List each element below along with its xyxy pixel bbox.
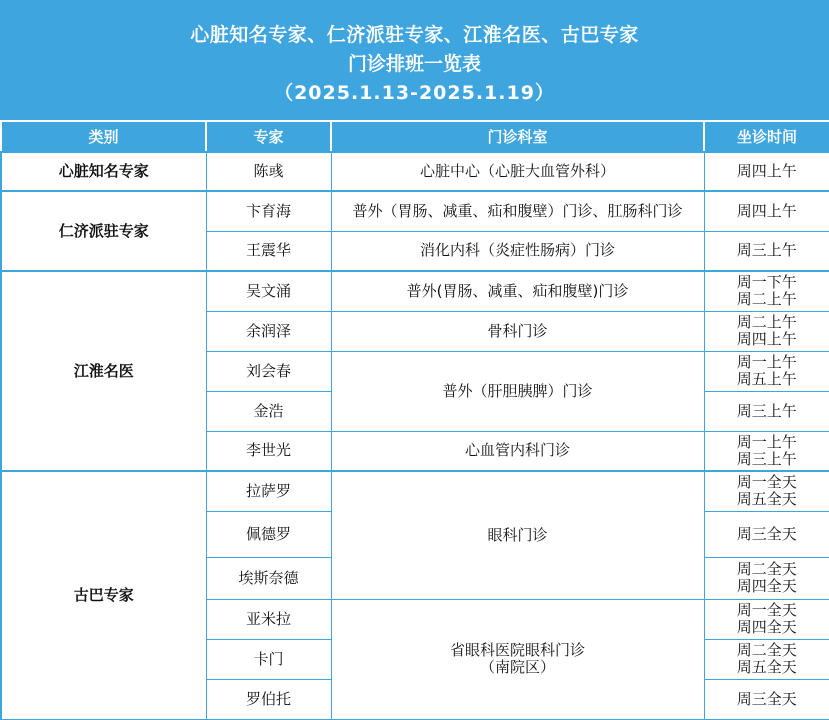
time-line: 周三全天: [705, 526, 829, 543]
title-line-1: 心脏知名专家、仁济派驻专家、江淮名医、古巴专家: [0, 20, 829, 47]
time-line: 周四上午: [705, 203, 829, 220]
time-cell: [704, 471, 829, 511]
schedule-table: [0, 120, 829, 720]
time-line: 周二全天: [705, 561, 829, 578]
time-line: 周二全天: [705, 642, 829, 659]
expert-cell: 刘会春: [206, 351, 331, 391]
expert-cell: 李世光: [206, 431, 331, 471]
time-line: 周四全天: [705, 578, 829, 595]
time-line: 周五上午: [705, 371, 829, 388]
clinic-line: 省眼科医院眼科门诊: [332, 642, 704, 659]
clinic-cell: 普外（肝胆胰脾）门诊: [331, 351, 704, 431]
expert-cell: 埃斯奈德: [206, 557, 331, 599]
category-cell: 心脏知名专家: [1, 152, 206, 191]
time-cell: [704, 271, 829, 311]
table-header-row: [1, 121, 829, 152]
time-line: 周四上午: [705, 331, 829, 348]
clinic-cell: 普外(胃肠、减重、疝和腹壁)门诊: [331, 271, 704, 311]
time-line: 周一上午: [705, 354, 829, 371]
time-line: 周一下午: [705, 274, 829, 291]
clinic-cell: 骨科门诊: [331, 311, 704, 351]
expert-cell: 金浩: [206, 391, 331, 431]
title-banner: [0, 0, 829, 120]
clinic-cell: 普外（胃肠、减重、疝和腹壁）门诊、肛肠科门诊: [331, 191, 704, 231]
time-cell: [704, 639, 829, 679]
time-line: 周四全天: [705, 619, 829, 636]
clinic-cell: 心血管内科门诊: [331, 431, 704, 471]
time-line: 周四上午: [705, 163, 829, 180]
time-cell: [704, 191, 829, 231]
time-cell: [704, 679, 829, 719]
clinic-cell: 心脏中心（心脏大血管外科）: [331, 152, 704, 191]
title-line-2: 门诊排班一览表: [0, 49, 829, 76]
table-row: [1, 191, 829, 231]
time-cell: [704, 152, 829, 191]
time-line: 周三上午: [705, 242, 829, 259]
column-header-clinic: 门诊科室: [331, 121, 704, 152]
expert-cell: 吴文涌: [206, 271, 331, 311]
time-line: 周三全天: [705, 691, 829, 708]
time-cell: [704, 231, 829, 271]
time-cell: [704, 351, 829, 391]
time-line: 周一全天: [705, 474, 829, 491]
time-cell: [704, 391, 829, 431]
expert-cell: 佩德罗: [206, 511, 331, 557]
expert-cell: 拉萨罗: [206, 471, 331, 511]
date-range: （2025.1.13-2025.1.19）: [0, 78, 829, 105]
clinic-cell: 消化内科（炎症性肠病）门诊: [331, 231, 704, 271]
column-header-time: 坐诊时间: [704, 121, 829, 152]
time-cell: [704, 557, 829, 599]
expert-cell: 罗伯托: [206, 679, 331, 719]
time-line: 周一上午: [705, 434, 829, 451]
time-line: 周二上午: [705, 291, 829, 308]
table-row: [1, 471, 829, 511]
table-row: [1, 271, 829, 311]
time-line: 周一全天: [705, 602, 829, 619]
time-line: 周五全天: [705, 491, 829, 508]
time-cell: [704, 511, 829, 557]
time-line: 周五全天: [705, 659, 829, 676]
clinic-cell: 眼科门诊: [331, 471, 704, 599]
category-cell: 仁济派驻专家: [1, 191, 206, 271]
time-line: 周三上午: [705, 451, 829, 468]
column-header-category: 类别: [1, 121, 206, 152]
expert-cell: 余润泽: [206, 311, 331, 351]
expert-cell: 陈彧: [206, 152, 331, 191]
time-cell: [704, 311, 829, 351]
time-cell: [704, 431, 829, 471]
expert-cell: 亚米拉: [206, 599, 331, 639]
expert-cell: 王震华: [206, 231, 331, 271]
expert-cell: 卡门: [206, 639, 331, 679]
category-cell: 江淮名医: [1, 271, 206, 471]
column-header-expert: 专家: [206, 121, 331, 152]
table-row: [1, 152, 829, 191]
expert-cell: 卞育海: [206, 191, 331, 231]
clinic-cell: [331, 599, 704, 719]
time-line: 周二上午: [705, 314, 829, 331]
clinic-line: （南院区）: [332, 659, 704, 676]
time-line: 周三上午: [705, 403, 829, 420]
category-cell: 古巴专家: [1, 471, 206, 719]
time-cell: [704, 599, 829, 639]
